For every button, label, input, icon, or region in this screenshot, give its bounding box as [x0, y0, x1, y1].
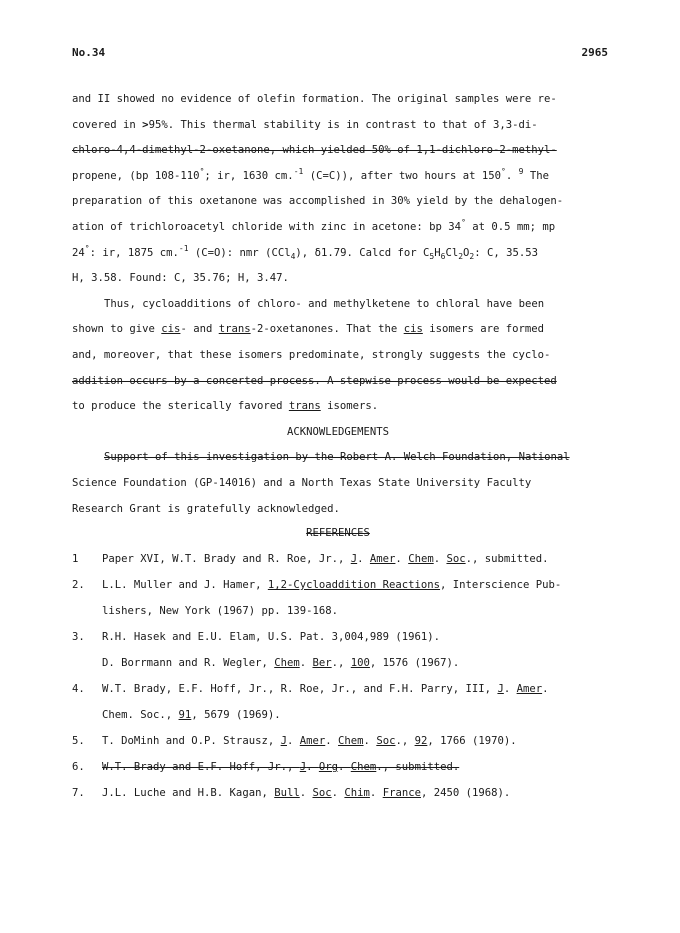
- page-number: 2965: [581, 46, 608, 59]
- reference-7: 7. J.L. Luche and H.B. Kagan, Bull. Soc. Chim. France, 2450 (1968).: [72, 787, 511, 799]
- references-section: [72, 527, 604, 812]
- reference-5: 5. T. DoMinh and O.P. Strausz, J. Amer. Chem. Soc., 92, 1766 (1970).: [72, 735, 517, 747]
- main-text: [72, 92, 604, 527]
- text-line: to produce the sterically favored trans isomers.: [72, 400, 379, 413]
- text-line: addition occurs by a concerted process. A stepwise process would be expected: [72, 374, 557, 387]
- text-line: chloro-4,4-dimethyl-2-oxetanone, which yielded 50% of 1,1-dichloro-2-methyl-: [72, 144, 557, 157]
- text-line: Thus, cycloadditions of chloro- and methylketene to chloral have been: [104, 297, 545, 310]
- journal-issue: No.34: [72, 46, 106, 59]
- text-line: and II showed no evidence of olefin formation. The original samples were re-: [72, 93, 557, 105]
- text-line: Research Grant is gratefully acknowledged.: [72, 502, 340, 515]
- reference-1: 1 Paper XVI, W.T. Brady and R. Roe, Jr., J. Amer. Chem. Soc., submitted.: [72, 553, 549, 565]
- text-line: H, 3.58. Found: C, 35.76; H, 3.47.: [72, 272, 289, 285]
- reference-4: 4. W.T. Brady, E.F. Hoff, Jr., R. Roe, Jr., and F.H. Parry, III, J. Amer.: [72, 683, 549, 695]
- text-line: propene, (bp 108-110°; ir, 1630 cm.$^{-1}$ (C=C)), after two hours at 150°. $^9$ The: [72, 166, 549, 182]
- references-heading: REFERENCES: [306, 527, 370, 539]
- acknowledgements-heading: ACKNOWLEDGEMENTS: [286, 425, 390, 438]
- reference-4-cont: Chem. Soc., 91, 5679 (1969).: [102, 709, 281, 721]
- text-line: preparation of this oxetanone was accomplished in 30% yield by the dehalogen-: [72, 195, 564, 208]
- text-line: and, moreover, that these isomers predominate, strongly suggests the cyclo-: [72, 348, 551, 361]
- text-line: shown to give cis- and trans-2-oxetanones. That the cis isomers are formed: [72, 323, 545, 336]
- text-line: Support of this investigation by the Robert A. Welch Foundation, National: [104, 451, 570, 464]
- text-line: covered in >95%. This thermal stability is in contrast to that of 3,3-di-: [72, 118, 538, 131]
- citation-9: 9: [518, 166, 524, 176]
- reference-2-cont: lishers, New York (1967) pp. 139-168.: [102, 605, 338, 617]
- text-line: Science Foundation (GP-14016) and a North Texas State University Faculty: [72, 476, 532, 489]
- reference-6: 6. W.T. Brady and E.F. Hoff, Jr., J. Org. Chem., submitted.: [72, 761, 460, 773]
- reference-3-cont: D. Borrmann and R. Wegler, Chem. Ber., 100, 1576 (1967).: [102, 657, 460, 669]
- reference-2: 2. L.L. Muller and J. Hamer, 1,2-Cycloaddition Reactions, Interscience Pub-: [72, 579, 562, 591]
- reference-3: 3. R.H. Hasek and E.U. Elam, U.S. Pat. 3,004,989 (1961).: [72, 631, 441, 643]
- text-line: 24°: ir, 1875 cm.$^{-1}$ (C=O): nmr (CCl$_4$), δ1.79. Calcd for $C_5H_6Cl_2O_2$: C, 35.53: [72, 243, 539, 261]
- text-line: ation of trichloroacetyl chloride with zinc in acetone: bp 34° at 0.5 mm; mp: [72, 217, 556, 233]
